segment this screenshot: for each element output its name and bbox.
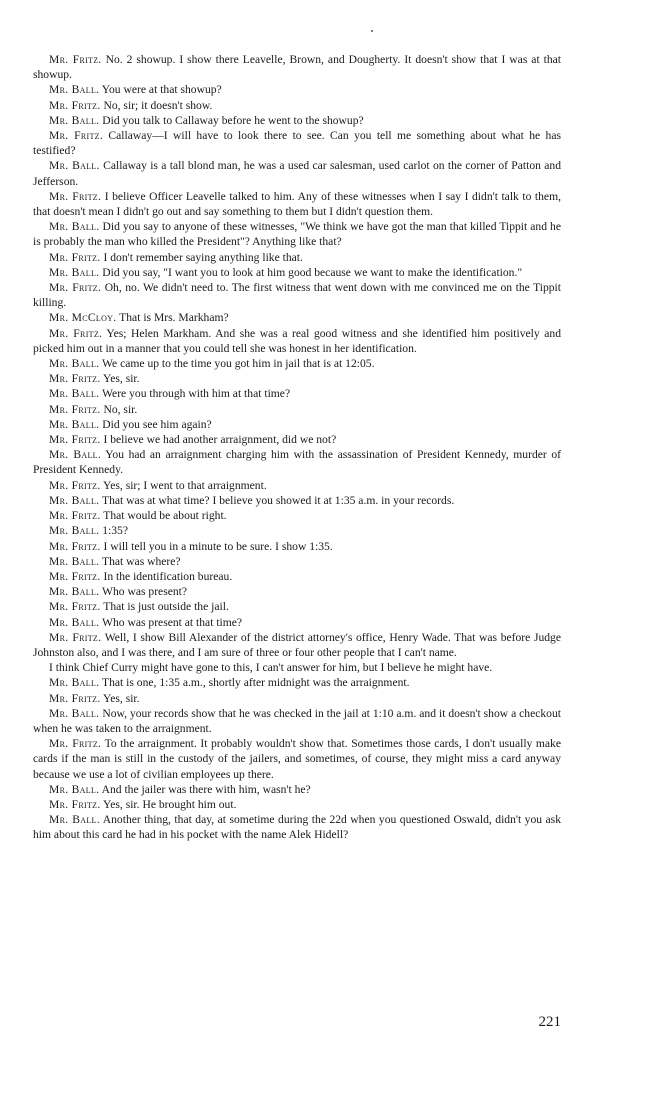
testimony-paragraph: [33, 615, 561, 630]
page-number: 221: [538, 1014, 561, 1030]
speech-text: I don't remember saying anything like that.: [103, 250, 303, 264]
speaker-name: Mr. Ball.: [49, 159, 100, 173]
speaker-name: Mr. Fritz.: [49, 281, 102, 295]
speaker-name: Mr. Ball.: [49, 493, 100, 507]
speaker-name: Mr. Ball.: [49, 676, 100, 690]
speaker-name: Mr. Ball.: [49, 265, 100, 279]
testimony-paragraph: [33, 386, 561, 401]
speaker-name: Mr. Fritz.: [49, 53, 102, 66]
speech-text: Did you say to anyone of these witnesses, "We think we have got the man that killed Tippit and he is probably the man who killed the President"? Anything like that?: [33, 220, 561, 249]
speech-text: No. 2 showup. I show there Leavelle, Brown, and Dougherty. It doesn't show that I was at that showup.: [33, 53, 562, 82]
testimony-paragraph: [33, 432, 561, 447]
speech-text: Yes, sir. He brought him out.: [103, 797, 237, 811]
testimony-paragraph: [33, 310, 561, 325]
speaker-name: Mr. Fritz.: [49, 372, 101, 386]
speech-text: Callaway—I will have to look there to see. Can you tell me something about what he has testified?: [33, 129, 561, 158]
speech-text: No, sir; it doesn't show.: [103, 98, 213, 112]
speech-text: Did you talk to Callaway before he went to the showup?: [102, 113, 364, 127]
speaker-name: Mr. Ball.: [49, 357, 100, 371]
speaker-name: Mr. Fritz.: [49, 630, 102, 644]
testimony-paragraph: [33, 280, 561, 310]
testimony-paragraph: [33, 554, 561, 569]
testimony-paragraph: [33, 189, 561, 219]
testimony-paragraph: [33, 417, 561, 432]
speaker-name: Mr. Ball.: [49, 554, 100, 568]
testimony-paragraph: [33, 128, 561, 158]
speech-text: That is one, 1:35 a.m., shortly after midnight was the arraignment.: [102, 676, 410, 690]
testimony-paragraph: [33, 371, 561, 386]
speech-text: 1:35?: [102, 524, 128, 538]
speech-text: Yes; Helen Markham. And she was a real good witness and she identified him positively and picked him out in a manner that you could tell she was honest in her identification.: [33, 326, 562, 355]
speech-text: I believe Officer Leavelle talked to him. Any of these witnesses when I say I didn't talk to them, that doesn't mean I didn't go out and say something to them but I didn't question them.: [33, 189, 561, 219]
speech-text: That is just outside the jail.: [103, 600, 229, 614]
speaker-name: Mr. Fritz.: [49, 402, 101, 416]
speaker-name: Mr. Ball.: [49, 448, 102, 462]
speech-text: Who was present at that time?: [102, 615, 243, 629]
testimony-paragraph: [33, 98, 561, 113]
speaker-name: Mr. Fritz.: [49, 737, 102, 751]
testimony-paragraph: [33, 326, 561, 356]
speaker-name: Mr. McCloy.: [49, 311, 117, 325]
speaker-name: Mr. Ball.: [49, 585, 100, 599]
testimony-paragraph: [33, 736, 561, 782]
speaker-name: Mr. Fritz.: [49, 539, 101, 553]
speaker-name: Mr. Ball.: [49, 524, 100, 538]
speech-text: That was where?: [102, 554, 181, 568]
speech-text: Now, your records show that he was checked in the jail at 1:10 a.m. and it doesn't show a checkout when he was taken to the arraignment.: [33, 706, 561, 735]
testimony-paragraph: [33, 782, 561, 797]
testimony-paragraph: [33, 630, 561, 660]
speaker-name: Mr. Ball.: [49, 615, 100, 629]
speaker-name: Mr. Ball.: [49, 706, 100, 720]
speech-text: No, sir.: [103, 402, 138, 416]
testimony-paragraph: [33, 158, 561, 188]
speech-text: I think Chief Curry might have gone to this, I can't answer for him, but I believe he might have.: [49, 661, 493, 675]
speech-text: That was at what time? I believe you showed it at 1:35 a.m. in your records.: [102, 493, 455, 507]
testimony-paragraph: [33, 447, 561, 477]
speaker-name: Mr. Ball.: [49, 813, 100, 827]
speech-text: I will tell you in a minute to be sure. I show 1:35.: [103, 539, 333, 553]
testimony-paragraph: [33, 706, 561, 736]
speaker-name: Mr. Fritz.: [49, 250, 101, 264]
testimony-paragraph: [33, 797, 561, 812]
speech-text: Did you see him again?: [102, 417, 212, 431]
speech-text: That is Mrs. Markham?: [119, 311, 229, 325]
speaker-name: Mr. Fritz.: [49, 691, 101, 705]
testimony-paragraph: [33, 508, 561, 523]
testimony-paragraph: [33, 356, 561, 371]
speech-text: I believe we had another arraignment, did we not?: [103, 433, 337, 447]
speaker-name: Mr. Fritz.: [49, 509, 101, 523]
testimony-paragraph: [33, 113, 561, 128]
speaker-name: Mr. Ball.: [49, 83, 100, 97]
testimony-paragraph: [33, 250, 561, 265]
speech-text: Were you through with him at that time?: [102, 387, 291, 401]
speech-text: You were at that showup?: [101, 83, 222, 97]
testimony-paragraph: [33, 478, 561, 493]
speech-text: Yes, sir.: [103, 372, 140, 386]
testimony-paragraph: [33, 569, 561, 584]
testimony-paragraph: [33, 812, 561, 842]
testimony-paragraph: [33, 660, 561, 675]
transcript-page: [33, 52, 561, 843]
speaker-name: Mr. Fritz.: [49, 129, 104, 143]
speaker-name: Mr. Fritz.: [49, 98, 101, 112]
testimony-paragraph: [33, 599, 561, 614]
speaker-name: Mr. Fritz.: [49, 797, 101, 811]
testimony-paragraph: [33, 584, 561, 599]
testimony-paragraph: [33, 219, 561, 249]
speech-text: That would be about right.: [103, 509, 227, 523]
speaker-name: Mr. Fritz.: [49, 478, 101, 492]
testimony-paragraph: [33, 523, 561, 538]
testimony-paragraph: [33, 52, 561, 82]
speech-text: Who was present?: [102, 585, 188, 599]
testimony-paragraph: [33, 675, 561, 690]
testimony-paragraph: [33, 82, 561, 97]
speaker-name: Mr. Ball.: [49, 113, 100, 127]
speech-text: We came up to the time you got him in jail that is at 12:05.: [102, 357, 375, 371]
speaker-name: Mr. Fritz.: [49, 189, 102, 203]
speech-text: Callaway is a tall blond man, he was a used car salesman, used carlot on the corner of Patton and Jefferson.: [33, 159, 561, 188]
testimony-paragraph: [33, 265, 561, 280]
speech-text: You had an arraignment charging him with the assassination of President Kennedy, murder of President Kennedy.: [33, 448, 561, 477]
testimony-paragraph: [33, 539, 561, 554]
testimony-paragraph: [33, 402, 561, 417]
speaker-name: Mr. Ball.: [49, 387, 100, 401]
speech-text: And the jailer was there with him, wasn't he?: [101, 782, 311, 796]
page-mark: [371, 30, 373, 32]
speaker-name: Mr. Ball.: [49, 782, 100, 796]
testimony-paragraph: [33, 691, 561, 706]
testimony-paragraph: [33, 493, 561, 508]
speaker-name: Mr. Ball.: [49, 220, 100, 234]
speaker-name: Mr. Fritz.: [49, 569, 101, 583]
speech-text: Well, I show Bill Alexander of the district attorney's office, Henry Wade. That was before Judge Johnston also, and I was there, and I am sure of three or four other people that I can't name.: [33, 630, 562, 659]
speech-text: Yes, sir.: [103, 691, 140, 705]
speech-text: Oh, no. We didn't need to. The first witness that went down with me convinced me on the Tippit killing.: [33, 281, 561, 310]
speech-text: In the identification bureau.: [103, 569, 233, 583]
speech-text: Another thing, that day, at sometime during the 22d when you questioned Oswald, didn't you ask him about this card he had in his pocket with the name Alek Hidell?: [33, 813, 561, 842]
speech-text: Did you say, "I want you to look at him good because we want to make the identification.": [102, 265, 523, 279]
speaker-name: Mr. Ball.: [49, 417, 100, 431]
speaker-name: Mr. Fritz.: [49, 326, 103, 340]
speaker-name: Mr. Fritz.: [49, 433, 101, 447]
speech-text: Yes, sir; I went to that arraignment.: [103, 478, 267, 492]
speech-text: To the arraignment. It probably wouldn't show that. Sometimes those cards, I don't usually make cards if the man is still in the custody of the jailers, and sometimes, of course, they might miss a card anyway because we use a lot of civilian employees up there.: [33, 737, 561, 781]
speaker-name: Mr. Fritz.: [49, 600, 101, 614]
